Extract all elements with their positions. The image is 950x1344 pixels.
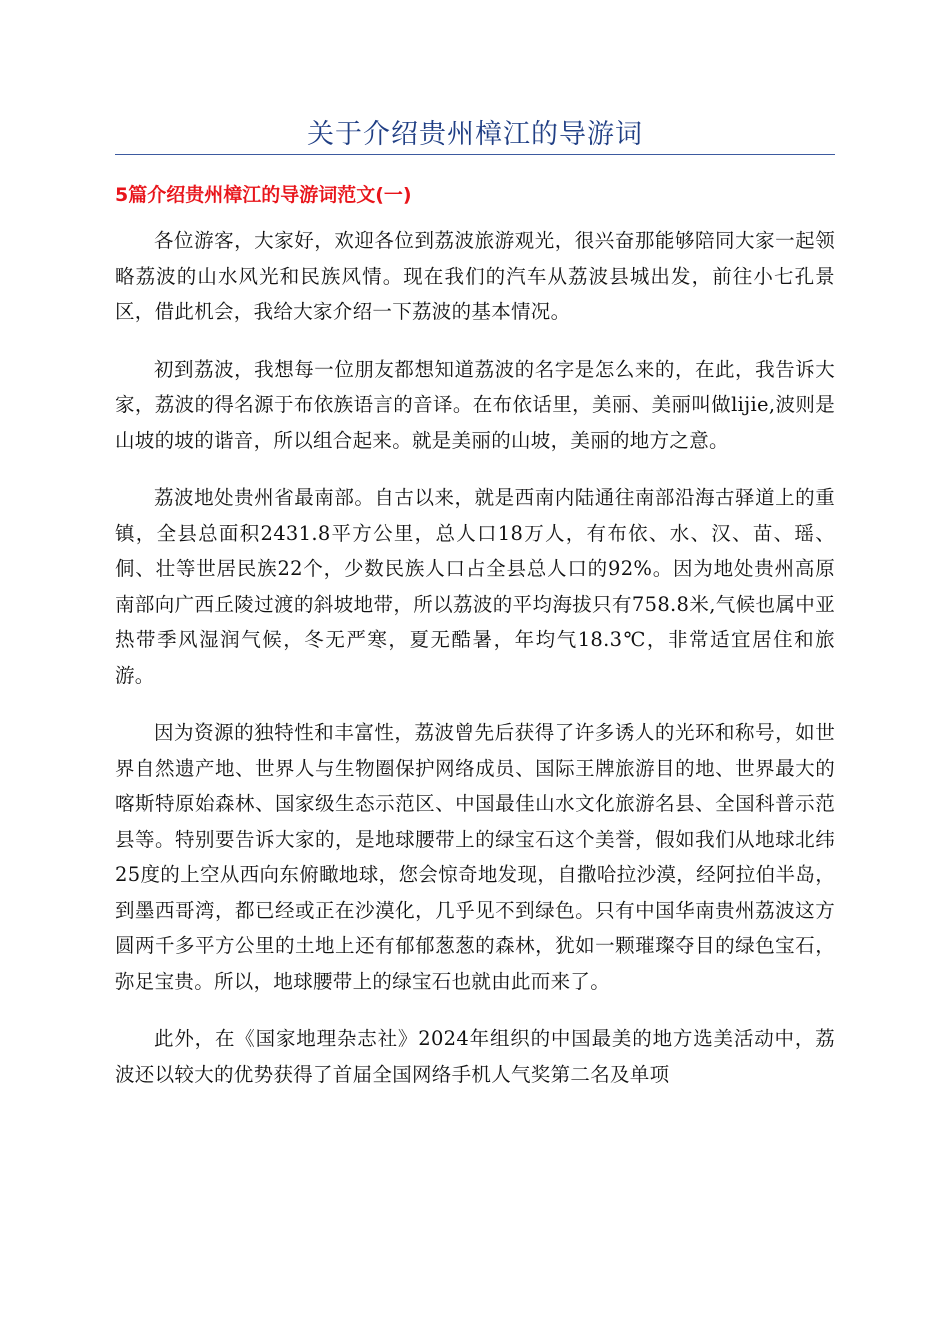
paragraph: 各位游客，大家好，欢迎各位到荔波旅游观光，很兴奋那能够陪同大家一起领略荔波的山水风光和民族风情。现在我们的汽车从荔波县城出发，前往小七孔景区，借此机会，我给大家介绍一下荔波的基本情况。 — [115, 229, 835, 323]
paragraph: 初到荔波，我想每一位朋友都想知道荔波的名字是怎么来的，在此，我告诉大家，荔波的得名源于布依族语言的音译。在布依话里，美丽、美丽叫做lijie,波则是山坡的坡的谐音，所以组合起来。就是美丽的山坡，美丽的地方之意。 — [115, 357, 835, 452]
section-heading: 5篇介绍贵州樟江的导游词范文(一) — [115, 184, 412, 206]
document-title: 关于介绍贵州樟江的导游词 — [307, 119, 643, 150]
body-text — [115, 223, 835, 1114]
paragraph: 此外，在《国家地理杂志社》2024年组织的中国最美的地方选美活动中，荔波还以较大的优势获得了首届全国网络手机人气奖第二名及单项 — [115, 1027, 835, 1086]
title-underline — [115, 154, 835, 155]
paragraph: 因为资源的独特性和丰富性，荔波曾先后获得了许多诱人的光环和称号，如世界自然遗产地、世界人与生物圈保护网络成员、国际王牌旅游目的地、世界最大的喀斯特原始森林、国家级生态示范区、中国最佳山水文化旅游名县、全国科普示范县等。特别要告诉大家的，是地球腰带上的绿宝石这个美誉，假如我们从地球北纬25度的上空从西向东俯瞰地球，您会惊奇地发现，自撒哈拉沙漠，经阿拉伯半岛，到墨西哥湾，都已经或正在沙漠化，几乎见不到绿色。只有中国华南贵州荔波这方圆两千多平方公里的土地上还有郁郁葱葱的森林，犹如一颗璀璨夺目的绿色宝石，弥足宝贵。所以，地球腰带上的绿宝石也就由此而来了。 — [115, 721, 835, 993]
paragraph: 荔波地处贵州省最南部。自古以来，就是西南内陆通往南部沿海古驿道上的重镇，全县总面积2431.8平方公里，总人口18万人，有布依、水、汉、苗、瑶、侗、壮等世居民族22个，少数民族人口占全县总人口的92%。因为地处贵州高原南部向广西丘陵过渡的斜坡地带，所以荔波的平均海拔只有758.8米,气候也属中亚热带季风湿润气候，冬无严寒，夏无酷暑，年均气18.3℃，非常适宜居住和旅游。 — [115, 486, 835, 687]
